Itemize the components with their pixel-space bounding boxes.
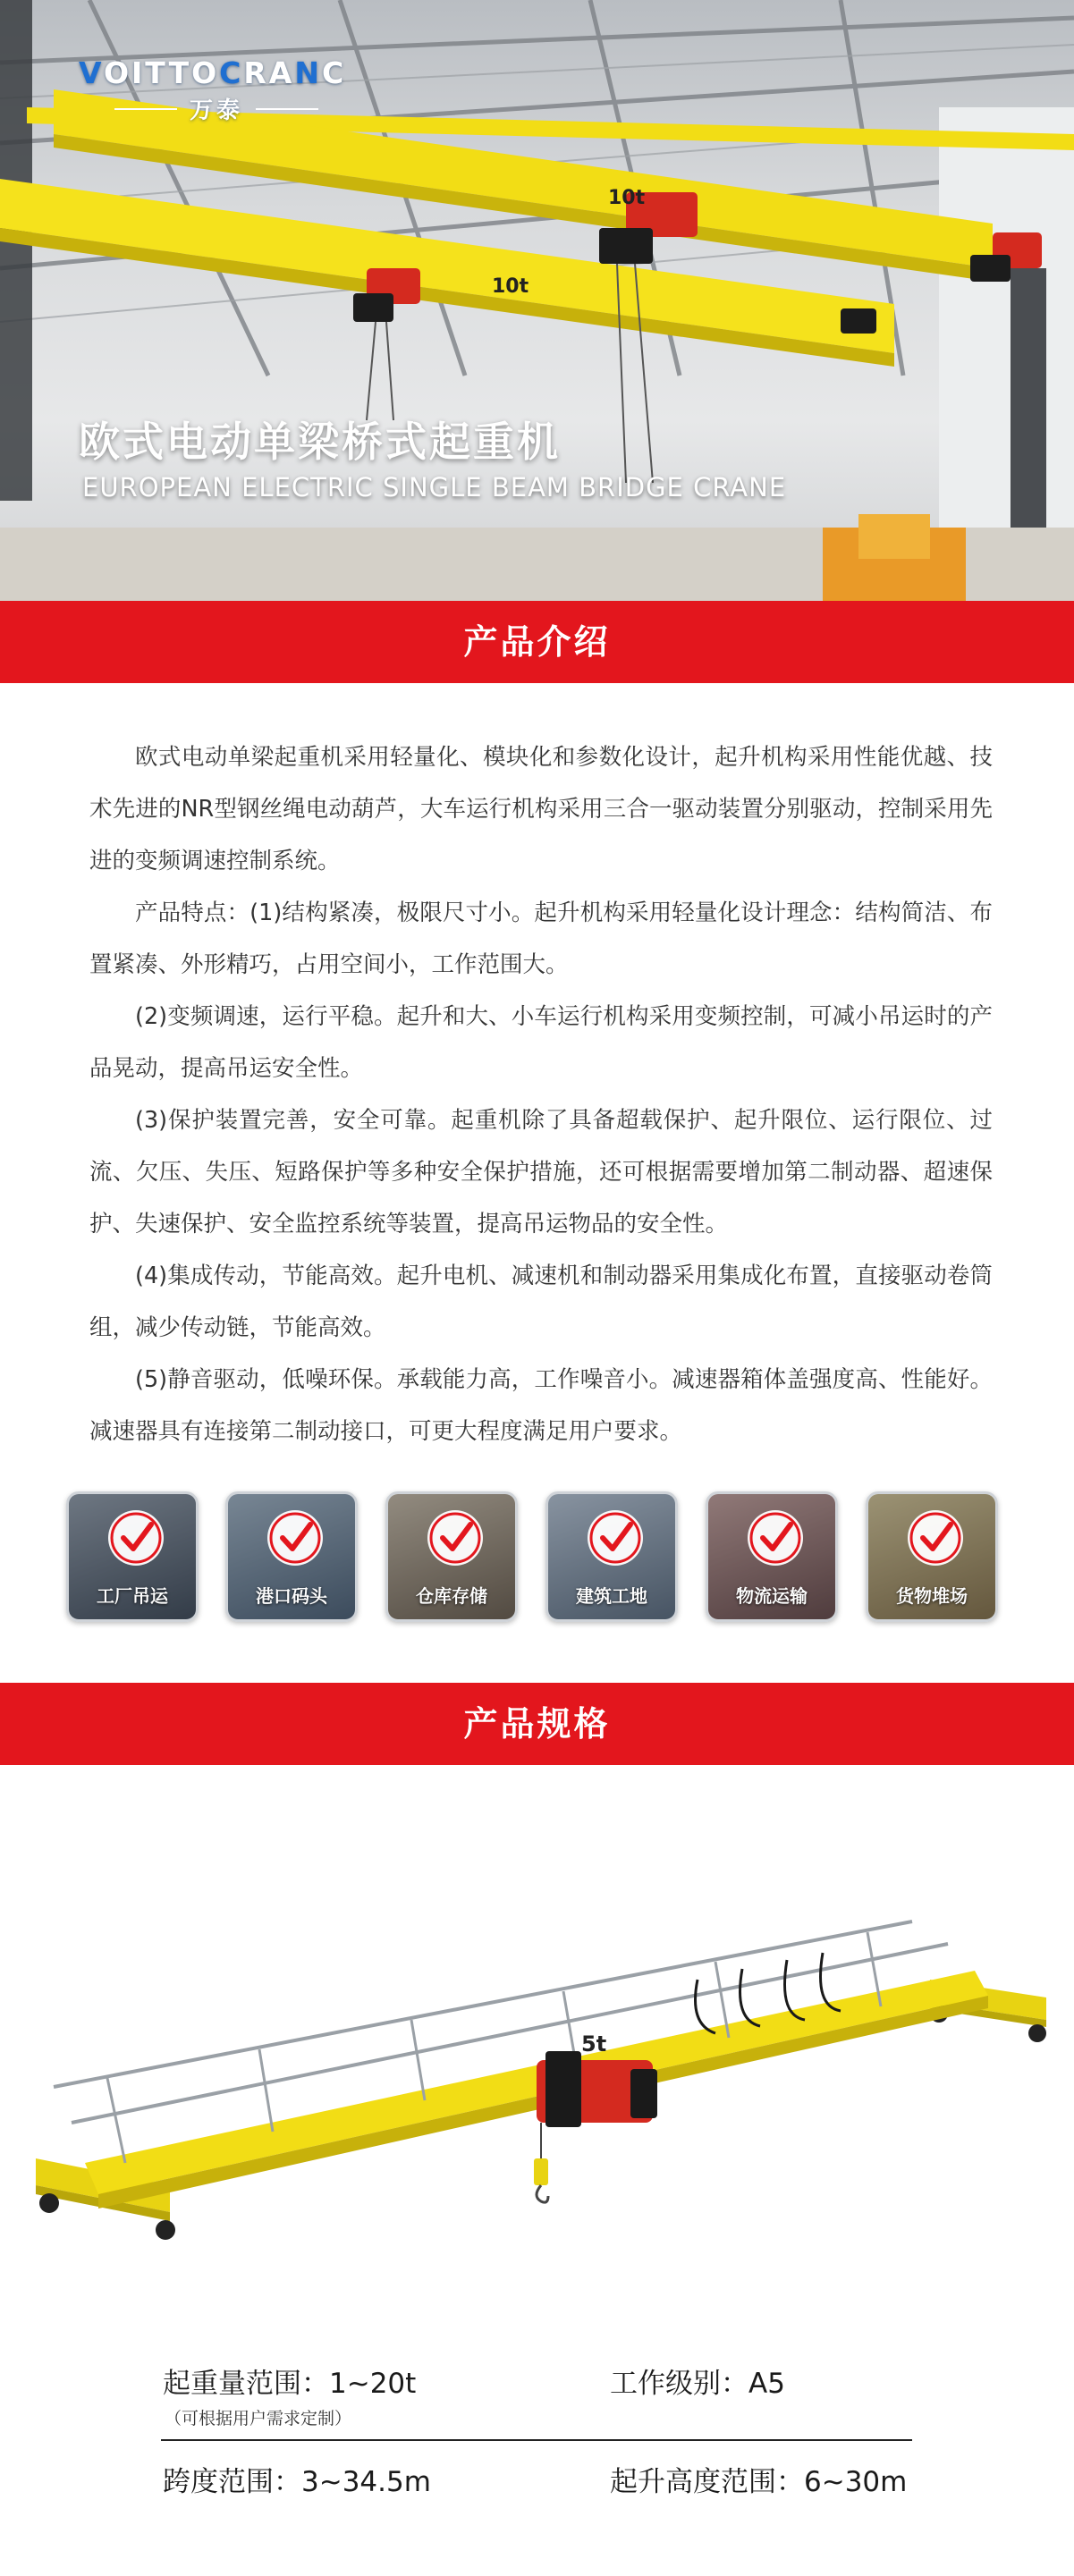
spec-capacity-note: （可根据用户需求定制）	[165, 2409, 352, 2428]
spec-divider	[161, 2439, 912, 2441]
hero-banner	[0, 0, 1074, 601]
application-tile	[706, 1491, 838, 1622]
intro-paragraph: (5)静音驱动，低噪环保。承载能力高，工作噪音小。减速器箱体盖强度高、性能好。减速器具有连接第二制动接口，可更大程度满足用户要求。	[89, 1366, 993, 1445]
logo-wordmark: VOITTOCRANC	[79, 55, 347, 90]
checkmark-icon	[588, 1510, 643, 1566]
hero-title: 欧式电动单梁桥式起重机	[79, 418, 561, 466]
spec-capacity: 起重量范围：1~20t	[163, 2368, 417, 2400]
hoist-capacity-label: 5t	[581, 2031, 607, 2057]
application-tile	[385, 1491, 518, 1622]
application-label: 物流运输	[736, 1585, 808, 1607]
checkmark-icon	[908, 1510, 963, 1566]
intro-paragraph: (3)保护装置完善，安全可靠。起重机除了具备超载保护、起升限位、运行限位、过流、欠压、失压、短路保护等多种安全保护措施，还可根据需要增加第二制动器、超速保护、失速保护、安全监控系统等装置，提高吊运物品的安全性。	[89, 1107, 993, 1237]
beam-capacity-label: 10t	[608, 187, 646, 209]
logo-divider	[256, 108, 318, 110]
brand-logo	[79, 55, 383, 125]
spec-table	[0, 2343, 1074, 2576]
intro-paragraph: 产品特点：(1)结构紧凑，极限尺寸小。起升机构采用轻量化设计理念：结构简洁、布置紧凑、外形精巧，占用空间小，工作范围大。	[89, 899, 993, 978]
checkmark-icon	[748, 1510, 803, 1566]
logo-divider	[114, 108, 177, 110]
application-tile	[866, 1491, 998, 1622]
crane-illustration	[0, 1765, 1074, 2337]
checkmark-icon	[108, 1510, 164, 1566]
spec-span: 跨度范围：3~34.5m	[163, 2466, 431, 2498]
application-label: 工厂吊运	[97, 1585, 168, 1607]
section-title-intro: 产品介绍	[0, 601, 1074, 683]
application-tiles	[66, 1491, 1016, 1626]
section-title-spec: 产品规格	[0, 1683, 1074, 1765]
checkmark-icon	[427, 1510, 483, 1566]
intro-paragraph: 欧式电动单梁起重机采用轻量化、模块化和参数化设计，起升机构采用性能优越、技术先进的NR型钢丝绳电动葫芦，大车运行机构采用三合一驱动装置分别驱动，控制采用先进的变频调速控制系统。	[89, 744, 993, 874]
spec-lift-height: 起升高度范围：6~30m	[610, 2466, 908, 2498]
application-label: 港口码头	[256, 1585, 327, 1607]
intro-paragraph: (4)集成传动，节能高效。起升电机、减速机和制动器采用集成化布置，直接驱动卷筒组，减少传动链，节能高效。	[89, 1263, 993, 1341]
application-label: 货物堆场	[896, 1585, 968, 1607]
hero-subtitle: EUROPEAN ELECTRIC SINGLE BEAM BRIDGE CRANE	[82, 472, 787, 503]
logo-chinese: 万泰	[190, 97, 244, 124]
spec-work-class: 工作级别：A5	[610, 2368, 785, 2400]
application-tile	[225, 1491, 358, 1622]
checkmark-icon	[267, 1510, 323, 1566]
intro-text	[89, 731, 993, 1457]
application-tile	[545, 1491, 678, 1622]
application-label: 建筑工地	[576, 1585, 647, 1607]
intro-paragraph: (2)变频调速，运行平稳。起升和大、小车运行机构采用变频控制，可减小吊运时的产品晃动，提高吊运安全性。	[89, 1003, 993, 1082]
beam-capacity-label: 10t	[492, 275, 529, 298]
application-tile	[66, 1491, 199, 1622]
application-label: 仓库存储	[416, 1585, 487, 1607]
